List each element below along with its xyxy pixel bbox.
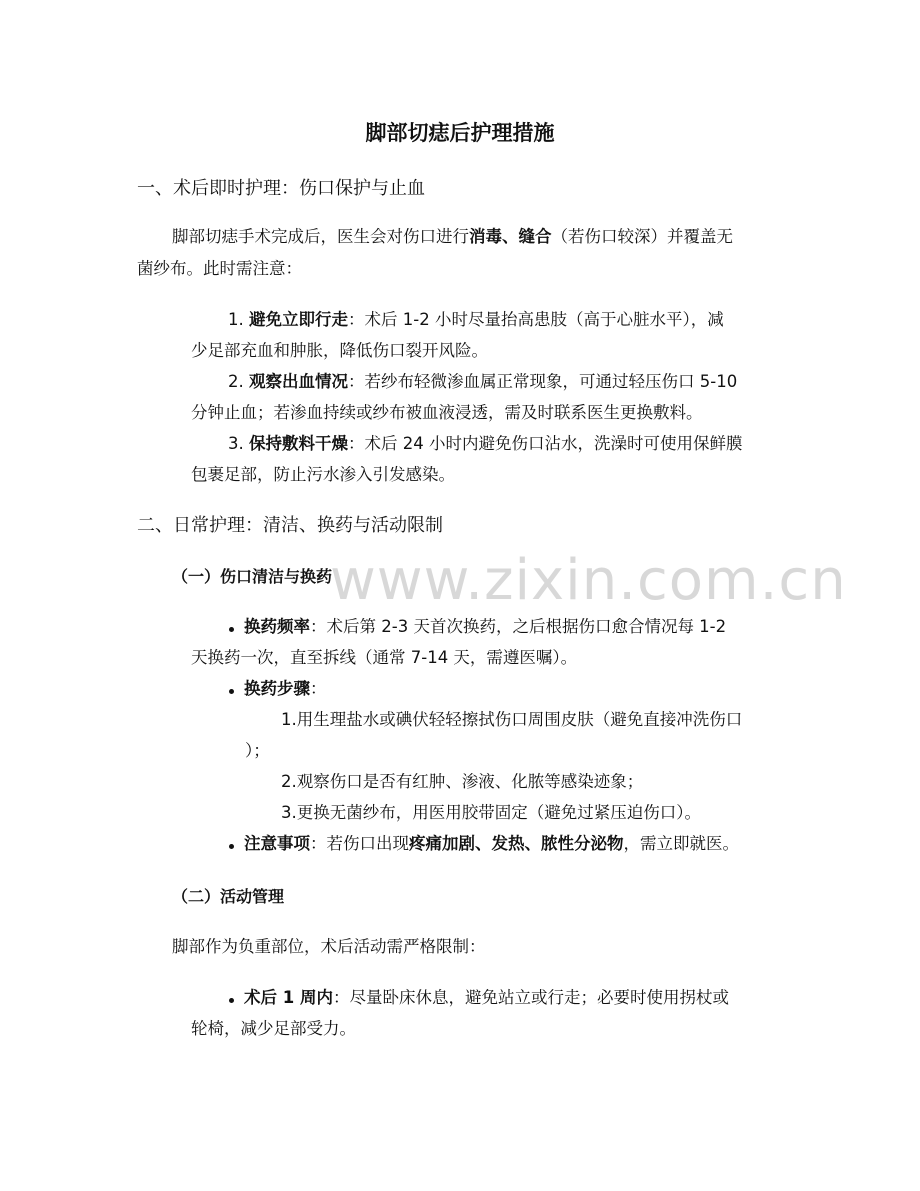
list-item: [228, 305, 724, 335]
watermark: www.zixin.com.cn: [330, 548, 847, 613]
item-text: ：若纱布轻微渗血属正常现象，可通过轻压伤口 5-10: [348, 372, 738, 391]
item-bold: 注意事项: [244, 834, 310, 853]
section-1-intro-line2: 菌纱布。此时需注意：: [137, 259, 302, 278]
list-item: [228, 367, 737, 397]
page-title: 脚部切痣后护理措施: [365, 121, 555, 145]
item-text: ：尽量卧床休息，避免站立或行走；必要时使用拐杖或: [332, 988, 729, 1007]
list-item-continuation: 分钟止血；若渗血持续或纱布被血液浸透，需及时联系医生更换敷料。: [191, 403, 703, 422]
step-item: [281, 767, 643, 797]
bullet-icon: [229, 998, 234, 1003]
step-number: 1.: [281, 710, 297, 729]
item-number: 2.: [228, 372, 244, 391]
list-item: [244, 829, 739, 859]
item-number: 1.: [228, 310, 244, 329]
item-bold: 避免立即行走: [249, 310, 348, 329]
bullet-icon: [229, 689, 234, 694]
section-1-intro-line1: [172, 222, 733, 252]
step-continuation: ）；: [245, 741, 270, 760]
item-text: ：术后第 2-3 天首次换药，之后根据伤口愈合情况每 1-2: [310, 617, 727, 636]
list-item-continuation: 包裹足部，防止污水渗入引发感染。: [191, 465, 455, 484]
item-text: ：术后 24 小时内避免伤口沾水，洗澡时可使用保鲜膜: [348, 434, 743, 453]
subsection-2-heading: （二）活动管理: [172, 887, 285, 906]
item-bold: 术后 1 周内: [244, 988, 333, 1007]
list-item-continuation: 轮椅，减少足部受力。: [191, 1019, 356, 1038]
list-item: [244, 674, 327, 704]
bullet-icon: [229, 844, 234, 849]
item-bold: 换药步骤: [244, 679, 310, 698]
item-text: ：: [310, 679, 327, 698]
section-2-heading: 二、日常护理：清洁、换药与活动限制: [137, 515, 443, 536]
step-text: 用生理盐水或碘伏轻轻擦拭伤口周围皮肤（避免直接冲洗伤口: [296, 710, 743, 729]
item-text: ，需立即就医。: [623, 834, 739, 853]
step-number: 3.: [281, 803, 297, 822]
list-item-continuation: 天换药一次，直至拆线（通常 7-14 天，需遵医嘱）。: [191, 648, 578, 667]
item-number: 3.: [228, 434, 244, 453]
section-1-heading: 一、术后即时护理：伤口保护与止血: [137, 178, 425, 199]
list-item: [244, 612, 726, 642]
item-text: ：术后 1-2 小时尽量抬高患肢（高于心脏水平），减: [348, 310, 724, 329]
step-item: [281, 798, 701, 828]
subsection-1-heading: （一）伤口清洁与换药: [172, 567, 333, 586]
item-bold: 观察出血情况: [249, 372, 348, 391]
bullet-icon: [229, 627, 234, 632]
subsection-2-intro: 脚部作为负重部位，术后活动需严格限制：: [172, 937, 486, 956]
step-text: 更换无菌纱布，用医用胶带固定（避免过紧压迫伤口）。: [296, 803, 701, 822]
intro-bold: 消毒、缝合: [469, 227, 552, 246]
intro-text: （若伤口较深）并覆盖无: [551, 227, 733, 246]
step-number: 2.: [281, 772, 297, 791]
item-bold: 保持敷料干燥: [249, 434, 348, 453]
list-item-continuation: 少足部充血和肿胀，降低伤口裂开风险。: [191, 341, 488, 360]
item-bold: 疼痛加剧、发热、脓性分泌物: [409, 834, 624, 853]
list-item: [244, 983, 729, 1013]
item-text: ：若伤口出现: [310, 834, 409, 853]
step-item: [281, 705, 742, 735]
item-bold: 换药频率: [244, 617, 310, 636]
intro-text: 脚部切痣手术完成后，医生会对伤口进行: [172, 227, 469, 246]
list-item: [228, 429, 743, 459]
step-text: 观察伤口是否有红肿、渗液、化脓等感染迹象；: [296, 772, 644, 791]
